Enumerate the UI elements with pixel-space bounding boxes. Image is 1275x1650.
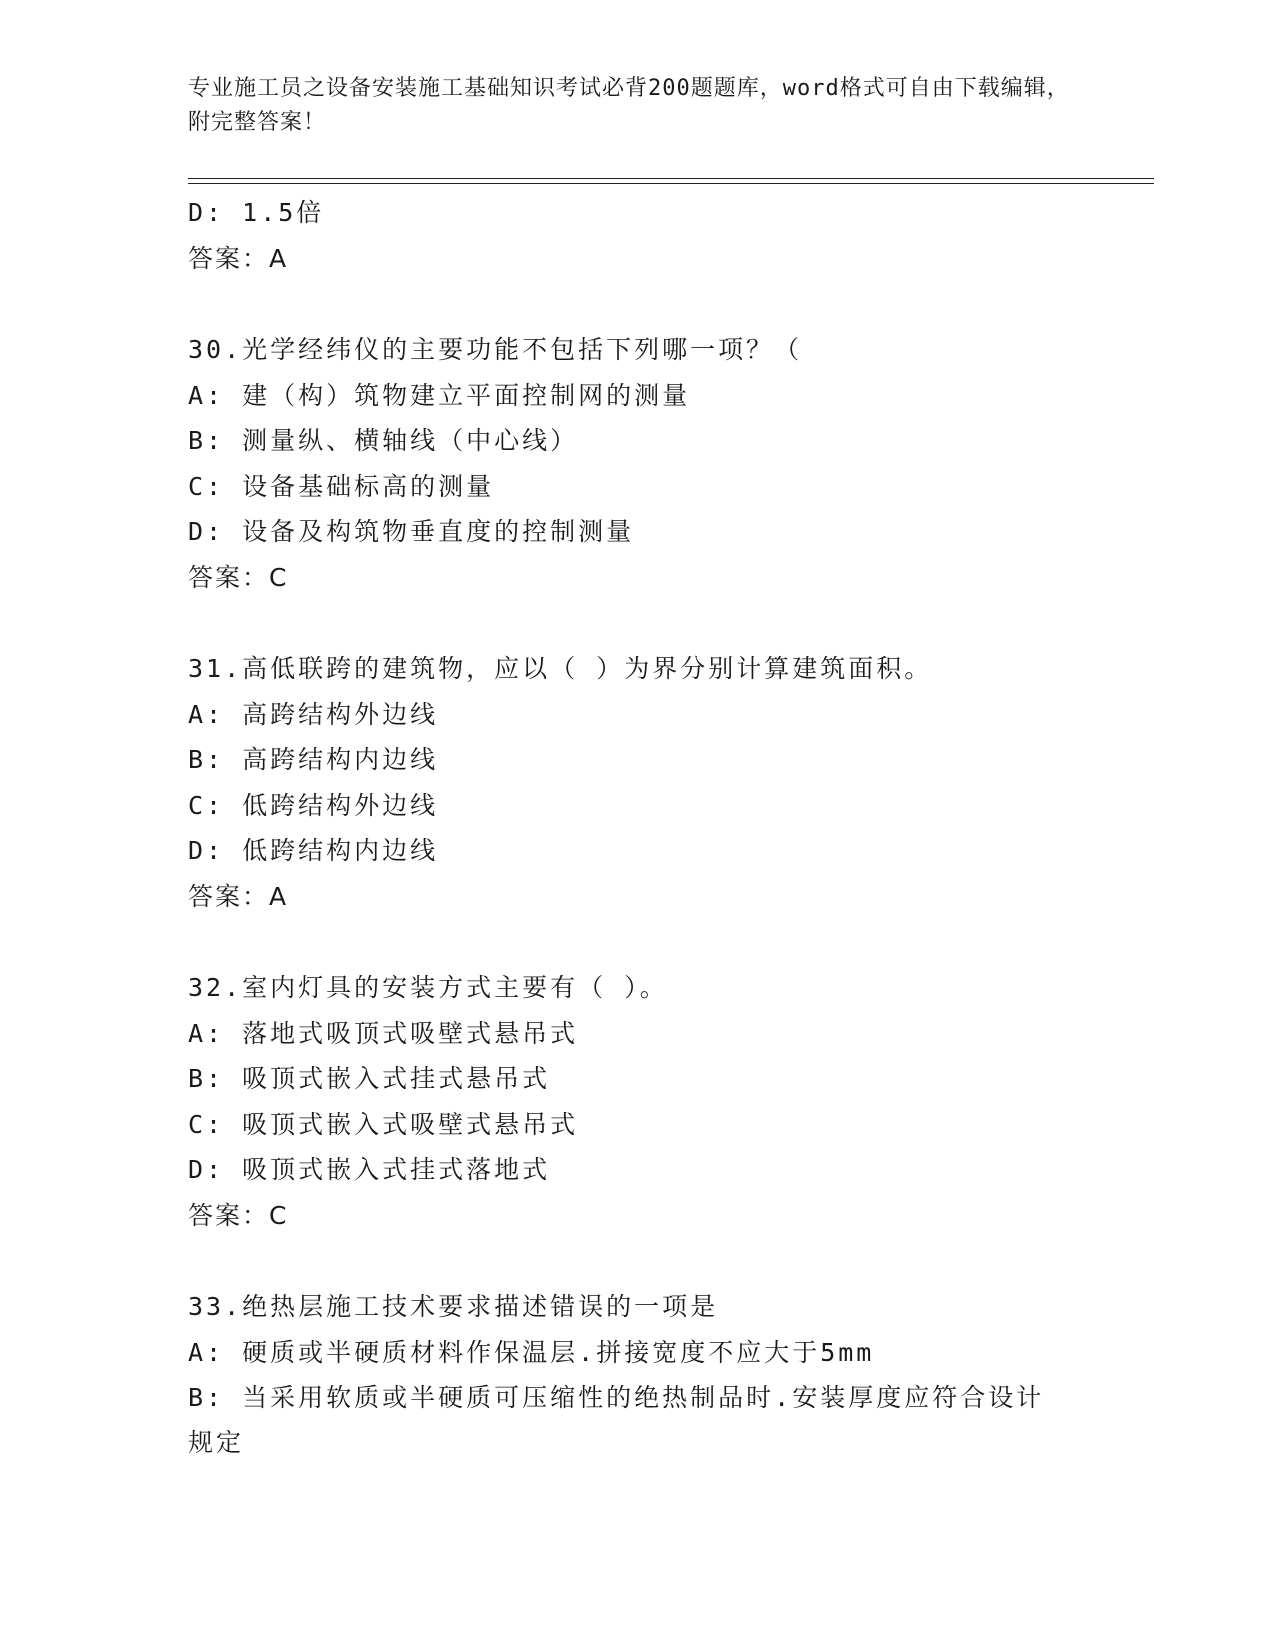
spacer bbox=[188, 600, 1088, 646]
spacer bbox=[188, 919, 1088, 965]
answer: 答案：C bbox=[188, 562, 289, 592]
answer: 答案：A bbox=[188, 881, 289, 911]
option-c: C: 低跨结构外边线 bbox=[188, 790, 439, 820]
question-30 bbox=[188, 327, 1088, 600]
option-b: B: 高跨结构内边线 bbox=[188, 745, 439, 774]
option-a: A: 建（构）筑物建立平面控制网的测量 bbox=[188, 380, 691, 410]
question-title: 33.绝热层施工技术要求描述错误的一项是 bbox=[188, 1292, 719, 1321]
option-d: D: 设备及构筑物垂直度的控制测量 bbox=[188, 517, 635, 546]
answer: 答案：A bbox=[188, 243, 289, 273]
answer: 答案：C bbox=[188, 1200, 289, 1230]
option-b: B: 当采用软质或半硬质可压缩性的绝热制品时.安装厚度应符合设计规定 bbox=[188, 1383, 1045, 1457]
option-d: D: 吸顶式嵌入式挂式落地式 bbox=[188, 1155, 551, 1184]
option-b: B: 测量纵、横轴线（中心线） bbox=[188, 426, 579, 455]
option-a: A: 落地式吸顶式吸壁式悬吊式 bbox=[188, 1018, 579, 1048]
option-d: D: 1.5倍 bbox=[188, 198, 325, 227]
document-header bbox=[188, 72, 1088, 140]
option-b: B: 吸顶式嵌入式挂式悬吊式 bbox=[188, 1064, 551, 1093]
question-title: 32.室内灯具的安装方式主要有（ ）。 bbox=[188, 973, 668, 1002]
header-text: 专业施工员之设备安装施工基础知识考试必背200题题库，word格式可自由下载编辑，附完整答案！ bbox=[188, 76, 1070, 135]
question-33 bbox=[188, 1284, 1088, 1465]
option-d: D: 低跨结构内边线 bbox=[188, 836, 439, 865]
previous-question-tail bbox=[188, 190, 1088, 281]
question-31 bbox=[188, 646, 1088, 919]
header-divider-bottom bbox=[188, 183, 1154, 184]
spacer bbox=[188, 1238, 1088, 1284]
question-title: 31.高低联跨的建筑物，应以（ ）为界分别计算建筑面积。 bbox=[188, 654, 933, 683]
question-32 bbox=[188, 965, 1088, 1238]
question-title: 30.光学经纬仪的主要功能不包括下列哪一项？（ bbox=[188, 335, 803, 364]
header-divider-top bbox=[188, 178, 1154, 179]
spacer bbox=[188, 281, 1088, 327]
question-list bbox=[188, 190, 1088, 1465]
option-c: C: 设备基础标高的测量 bbox=[188, 471, 495, 501]
option-a: A: 高跨结构外边线 bbox=[188, 699, 439, 729]
option-c: C: 吸顶式嵌入式吸壁式悬吊式 bbox=[188, 1109, 579, 1139]
option-a: A: 硬质或半硬质材料作保温层.拼接宽度不应大于5mm bbox=[188, 1337, 875, 1367]
